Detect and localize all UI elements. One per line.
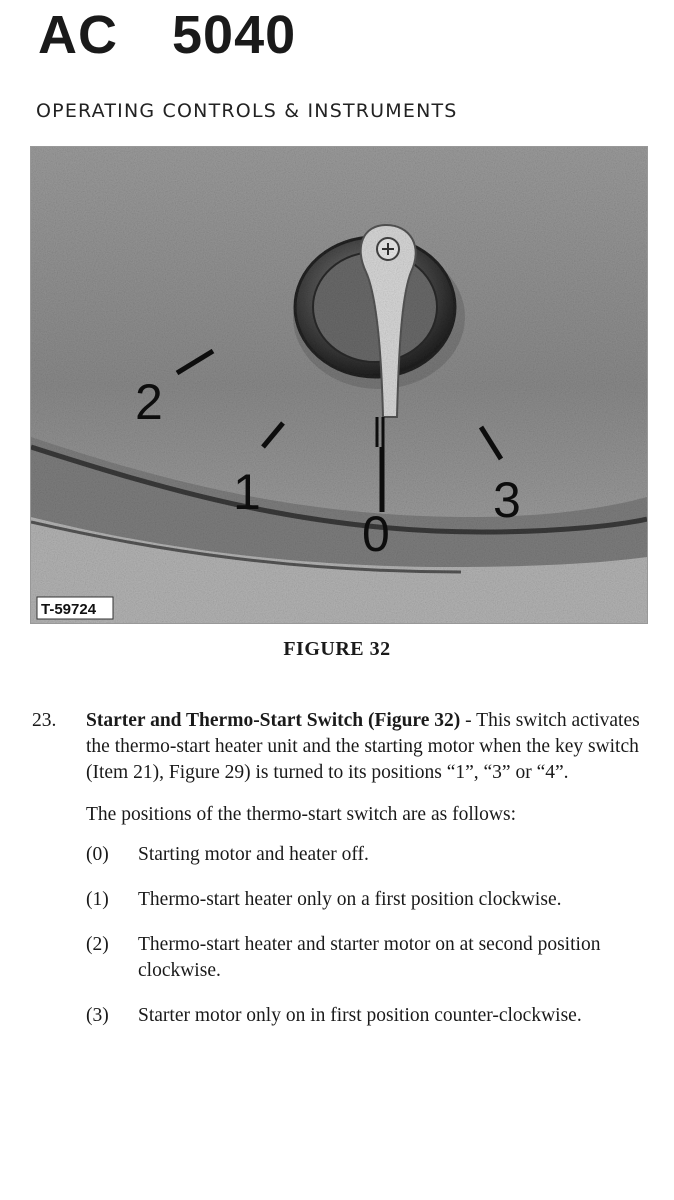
position-code: (1): [86, 889, 109, 910]
positions-intro: The positions of the thermo-start switch are as follows:: [86, 804, 516, 825]
position-code: (2): [86, 934, 109, 955]
dial-mark-3: 3: [493, 472, 521, 528]
model-title: [38, 5, 297, 65]
position-code: (0): [86, 844, 109, 865]
photo-reference: T-59724: [41, 601, 97, 618]
position-item-2: [86, 932, 642, 984]
dial-mark-0: 0: [362, 506, 390, 562]
thermo-start-switch-illustration: [31, 147, 647, 623]
position-code: (3): [86, 1005, 109, 1026]
switch-photo: [30, 146, 648, 624]
position-item-1: [86, 887, 642, 913]
item-description: [86, 708, 642, 786]
page-header: [38, 5, 297, 65]
model-prefix: AC: [38, 5, 118, 65]
positions-list: [86, 842, 642, 1029]
item-23: [32, 708, 642, 786]
position-text: Starting motor and heater off.: [138, 844, 369, 865]
item-text: - This switch activates the thermo-start heater unit and the starting motor when the key switch (Item 21), Figure 29) is turned to its positions “1”, “3” or “4”.: [86, 710, 640, 783]
item-title: Starter and Thermo-Start Switch (Figure 32): [86, 710, 461, 731]
item-number: 23.: [32, 710, 57, 731]
section-title: OPERATING CONTROLS & INSTRUMENTS: [36, 100, 458, 122]
position-text: Thermo-start heater only on a first position clockwise.: [138, 889, 562, 910]
position-item-0: [86, 842, 642, 868]
figure-caption: FIGURE 32: [283, 638, 391, 660]
model-number: 5040: [172, 5, 297, 65]
dial-mark-1: 1: [233, 464, 261, 520]
dial-mark-2: 2: [135, 374, 163, 430]
item-section: [32, 708, 642, 1048]
position-item-3: [86, 1003, 642, 1029]
position-text: Starter motor only on in first position counter-clockwise.: [138, 1005, 582, 1026]
position-text: Thermo-start heater and starter motor on at second position clockwise.: [138, 934, 601, 981]
